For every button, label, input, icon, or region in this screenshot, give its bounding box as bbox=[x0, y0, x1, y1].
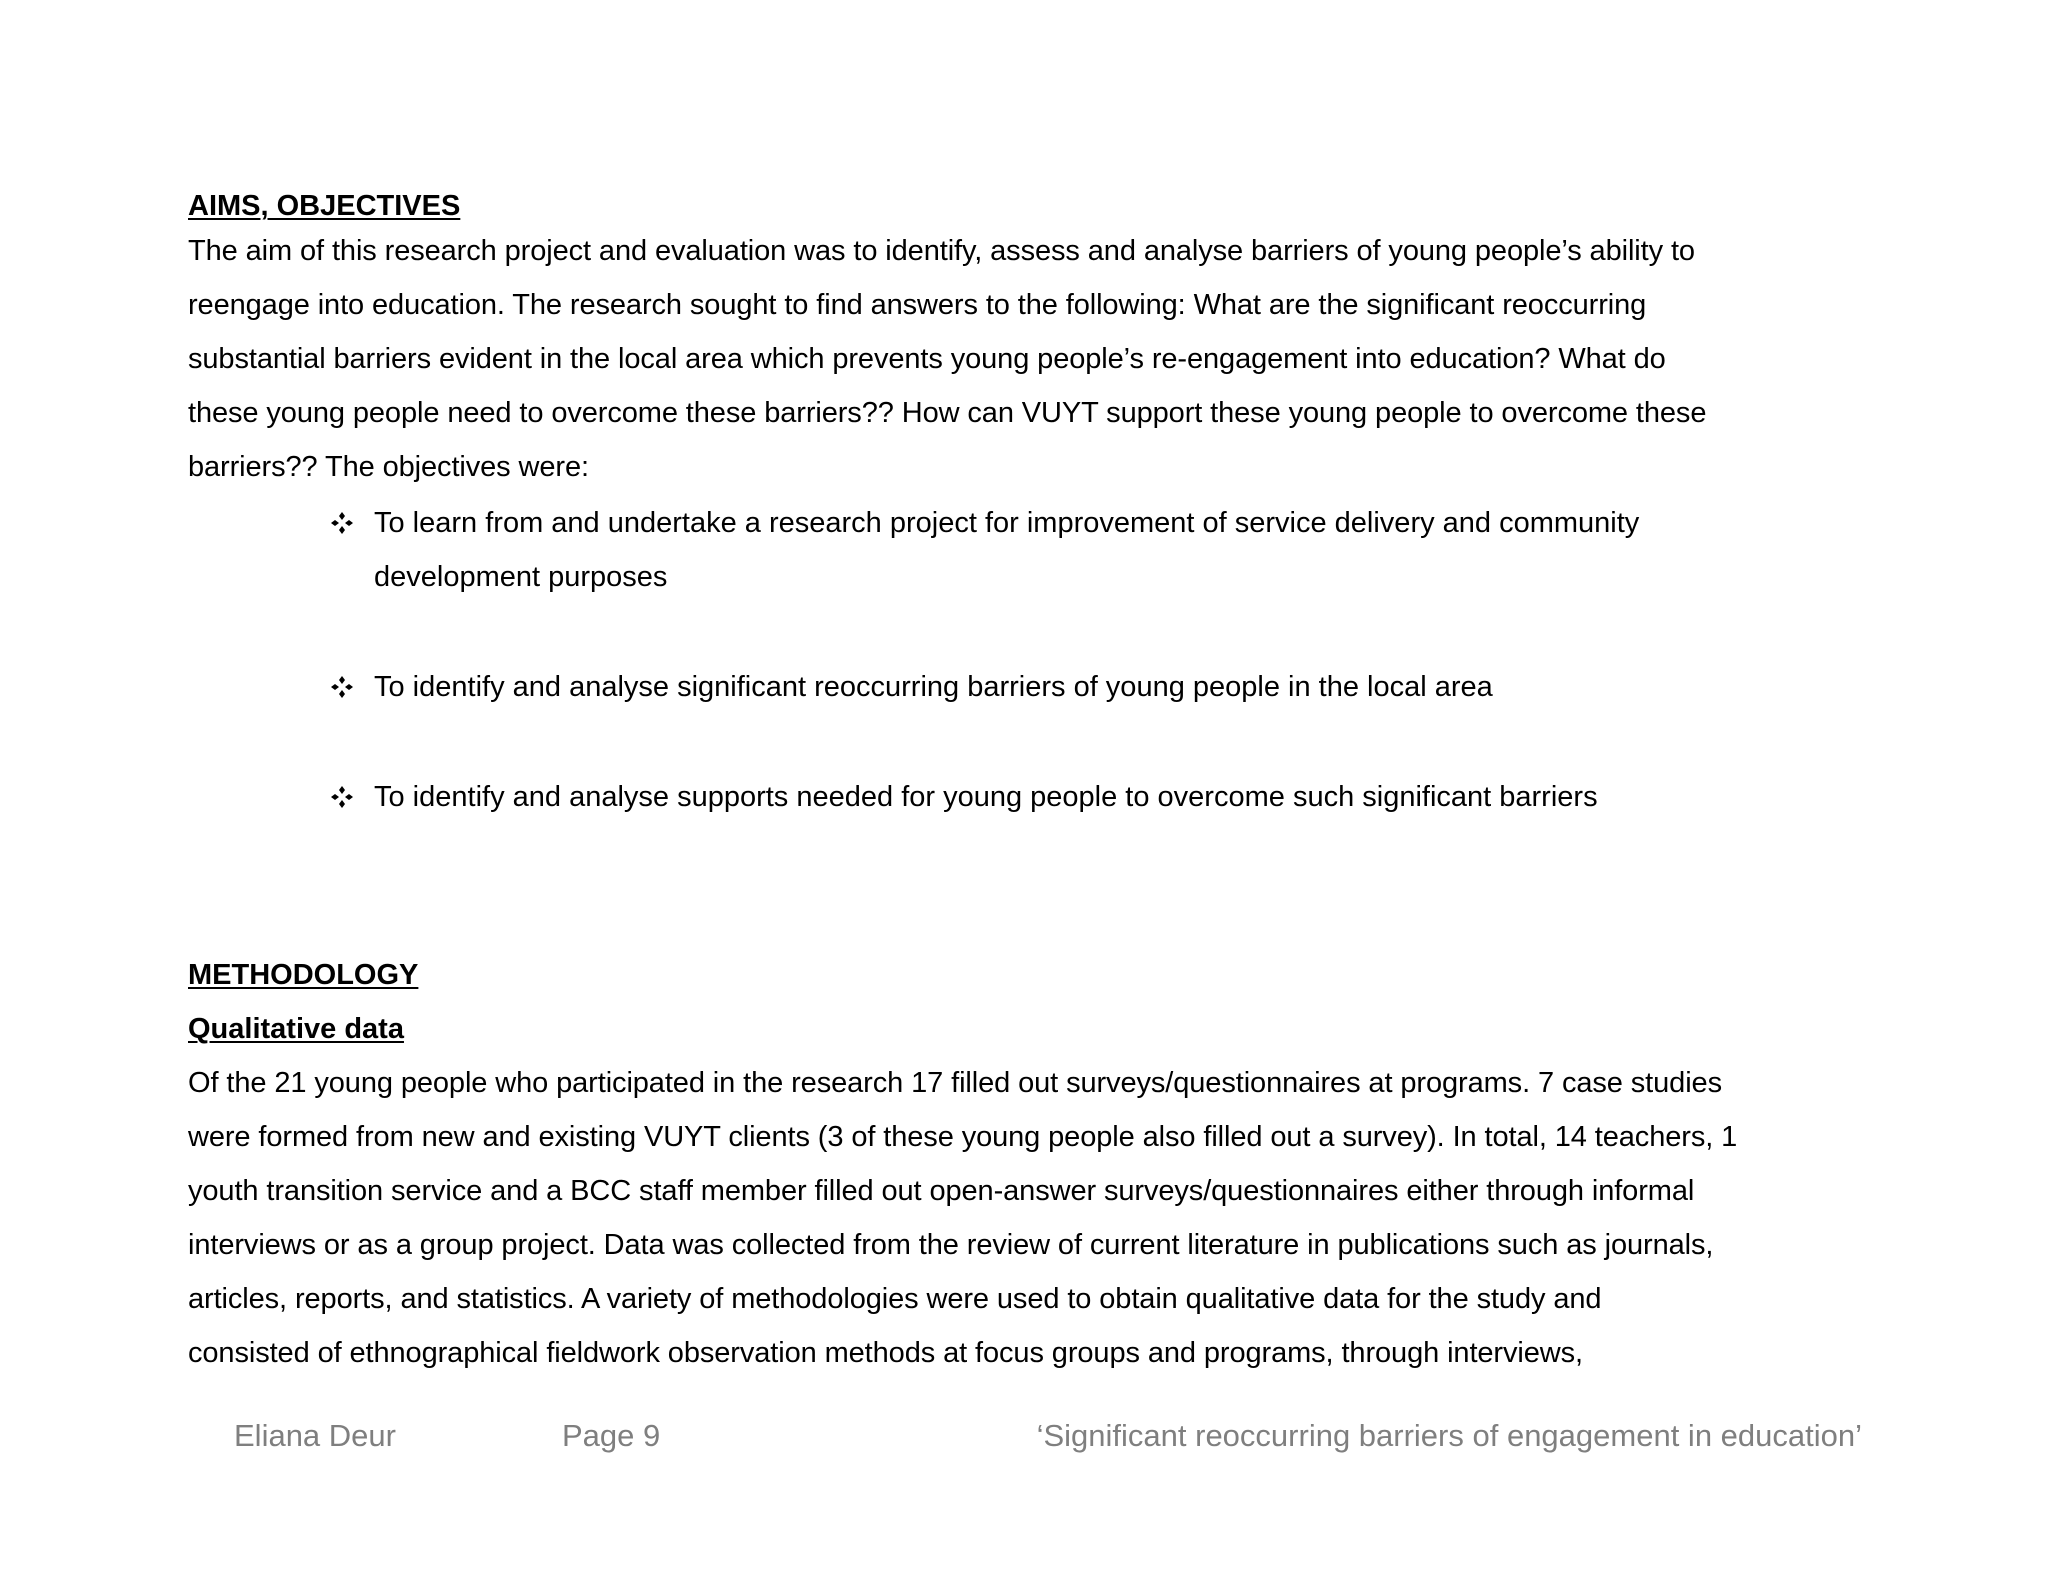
aims-paragraph-line: substantial barriers evident in the local area which prevents young people’s re-engagement into education? What do bbox=[188, 343, 1666, 375]
objective-item bbox=[328, 660, 1888, 714]
methodology-paragraph-line: Of the 21 young people who participated in the research 17 filled out surveys/questionnaires at programs. 7 case studies bbox=[188, 1067, 1722, 1099]
footer-author: Eliana Deur bbox=[234, 1418, 396, 1453]
qualitative-data-subheading: Qualitative data bbox=[188, 1013, 404, 1045]
aims-paragraph-line: these young people need to overcome these barriers?? How can VUYT support these young people to overcome these bbox=[188, 397, 1707, 429]
methodology-paragraph-line: interviews or as a group project. Data was collected from the review of current literature in publications such as journals, bbox=[188, 1229, 1714, 1261]
four-diamond-bullet-icon bbox=[328, 496, 356, 550]
objective-text-line: To identify and analyse significant reoccurring barriers of young people in the local area bbox=[374, 671, 1493, 703]
four-diamond-bullet-icon bbox=[328, 660, 356, 714]
aims-paragraph-line: reengage into education. The research sought to find answers to the following: What are the significant reoccurring bbox=[188, 289, 1647, 321]
footer-document-title: ‘Significant reoccurring barriers of engagement in education’ bbox=[1036, 1418, 1862, 1453]
aims-paragraph-line: barriers?? The objectives were: bbox=[188, 451, 589, 483]
methodology-paragraph bbox=[188, 1056, 1888, 1380]
methodology-paragraph-line: articles, reports, and statistics. A variety of methodologies were used to obtain qualitative data for the study and bbox=[188, 1283, 1602, 1315]
footer-page-number: Page 9 bbox=[562, 1418, 661, 1453]
objective-text-line: To learn from and undertake a research project for improvement of service delivery and community bbox=[374, 507, 1640, 539]
section-spacer bbox=[188, 824, 1888, 948]
aims-paragraph-line: The aim of this research project and evaluation was to identify, assess and analyse barriers of young people’s ability to bbox=[188, 235, 1695, 267]
methodology-paragraph-line: were formed from new and existing VUYT clients (3 of these young people also filled out a survey). In total, 14 teachers, 1 bbox=[188, 1121, 1738, 1153]
objective-item bbox=[328, 496, 1888, 604]
aims-paragraph bbox=[188, 224, 1888, 494]
objective-text-line: To identify and analyse supports needed for young people to overcome such significant barriers bbox=[374, 781, 1598, 813]
objectives-list bbox=[328, 496, 1888, 824]
objective-text-line: development purposes bbox=[374, 561, 668, 593]
aims-objectives-heading: AIMS, OBJECTIVES bbox=[188, 190, 461, 222]
methodology-paragraph-line: youth transition service and a BCC staff member filled out open-answer surveys/questionnaires either through informal bbox=[188, 1175, 1695, 1207]
methodology-heading: METHODOLOGY bbox=[188, 959, 419, 991]
objective-item bbox=[328, 770, 1888, 824]
page-content bbox=[188, 188, 1888, 1380]
four-diamond-bullet-icon bbox=[328, 770, 356, 824]
page-footer bbox=[0, 1418, 2048, 1468]
methodology-paragraph-line: consisted of ethnographical fieldwork observation methods at focus groups and programs, through interviews, bbox=[188, 1337, 1583, 1369]
